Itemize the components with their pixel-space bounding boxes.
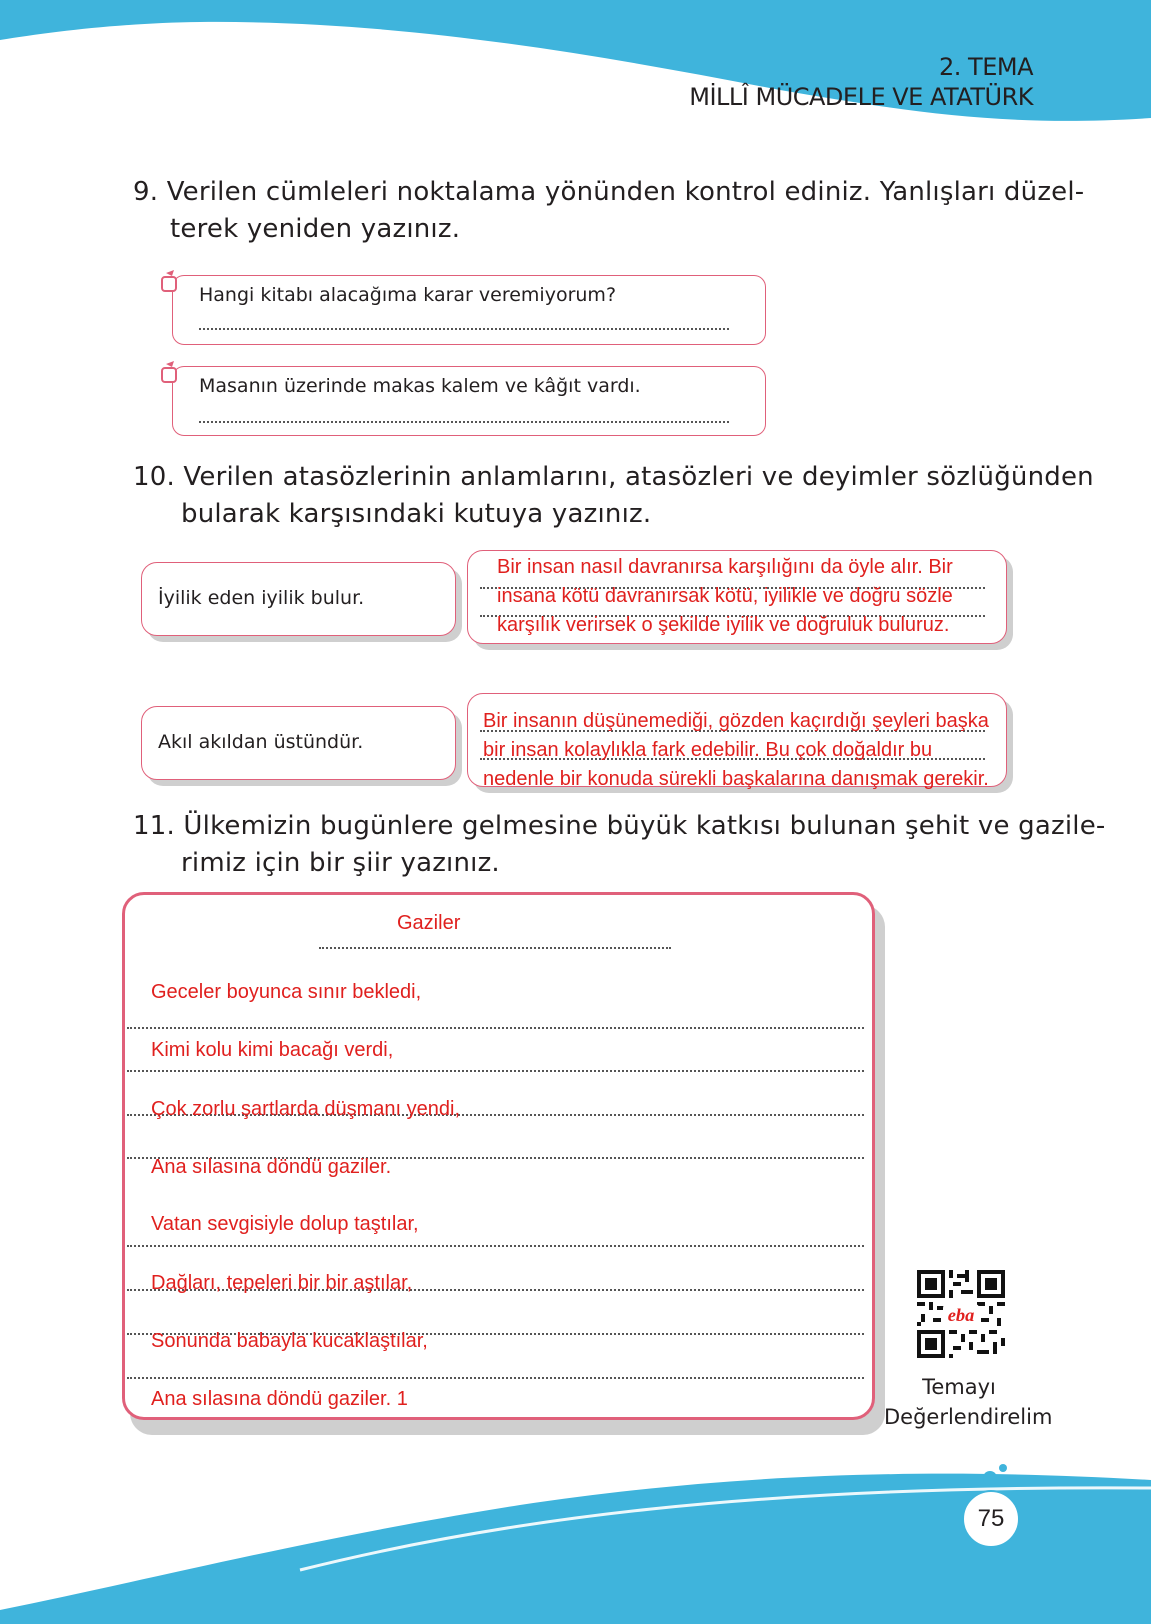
meaning-answer-1: [497, 553, 953, 640]
qr-label: [884, 1372, 1053, 1432]
proverb-box: [141, 562, 456, 636]
question-number: 10.: [133, 462, 175, 492]
answer-text: nedenle bir konuda sürekli başkalarına danışmak gerekir.: [483, 768, 989, 790]
question-text: rimiz için bir şiir yazınız.: [181, 848, 500, 878]
page-number: 75: [962, 1490, 1020, 1548]
poem-line: Çok zorlu şartlarda düşmanı yendi,: [151, 1098, 461, 1120]
poem-line: Kimi kolu kimi bacağı verdi,: [151, 1039, 394, 1061]
eba-logo: eba: [947, 1304, 975, 1325]
question-number: 9.: [133, 177, 159, 207]
question-text: Verilen cümleleri noktalama yönünden kontrol ediniz. Yanlışları düzel-: [166, 177, 1085, 207]
theme-title: MİLLÎ MÜCADELE VE ATATÜRK: [689, 83, 1033, 111]
question-text: Verilen atasözlerinin anlamlarını, atasözleri ve deyimler sözlüğünden: [183, 462, 1094, 492]
poem-line: Vatan sevgisiyle dolup taştılar,: [151, 1213, 419, 1235]
question-number: 11.: [133, 811, 175, 841]
poem-line-guide: [127, 1377, 864, 1379]
question-9: [133, 174, 1084, 248]
answer-line[interactable]: [199, 328, 729, 330]
question-text: Ülkemizin bugünlere gelmesine büyük katkısı bulunan şehit ve gazile-: [183, 811, 1106, 841]
answer-text: Bir insan nasıl davranırsa karşılığını da öyle alır. Bir: [497, 556, 953, 578]
theme-header: [689, 52, 1033, 112]
answer-text: karşılık verirsek o şekilde iyilik ve doğruluk buluruz.: [497, 614, 950, 636]
pin-icon: [160, 361, 186, 387]
answer-text: Bir insanın düşünemediği, gözden kaçırdığı şeyleri başka: [483, 710, 989, 732]
poem-line: Ana sılasına döndü gaziler.: [151, 1156, 392, 1178]
qr-label-line: Temayı: [922, 1375, 996, 1399]
poem-line: Geceler boyunca sınır bekledi,: [151, 981, 422, 1003]
poem-line-guide: [127, 1070, 864, 1072]
answer-line[interactable]: [199, 421, 729, 423]
question-text: bularak karşısındaki kutuya yazınız.: [181, 499, 652, 529]
sentence-box: [172, 366, 766, 436]
meaning-answer-2: [483, 707, 989, 794]
title-line: [319, 947, 671, 949]
answer-text: bir insan kolaylıkla fark edebilir. Bu çok doğaldır bu: [483, 739, 933, 761]
poem-line: Sonunda babayla kucaklaştılar,: [151, 1330, 428, 1352]
pin-icon: [160, 270, 186, 296]
theme-number: 2. TEMA: [939, 53, 1033, 81]
poem-title: Gaziler: [397, 912, 461, 934]
proverb-text: İyilik eden iyilik bulur.: [158, 587, 365, 609]
sentence-box: [172, 275, 766, 345]
qr-code-icon[interactable]: [917, 1270, 1005, 1358]
poem-line-guide: [127, 1245, 864, 1247]
question-text: terek yeniden yazınız.: [170, 214, 461, 244]
answer-text: insana kötü davranırsak kötü, iyilikle ve doğru sözle: [497, 585, 953, 607]
proverb-box: [141, 706, 456, 780]
poem-line: Ana sılasına döndü gaziler. 1: [151, 1388, 408, 1410]
poem-line-guide: [127, 1027, 864, 1029]
question-11: [133, 808, 1105, 882]
sentence-text: Masanın üzerinde makas kalem ve kâğıt vardı.: [199, 375, 641, 397]
sentence-text: Hangi kitabı alacağıma karar veremiyorum?: [199, 284, 617, 306]
proverb-text: Akıl akıldan üstündür.: [158, 731, 364, 753]
qr-label-line: Değerlendirelim: [884, 1405, 1053, 1429]
poem-line: Dağları, tepeleri bir bir aştılar,: [151, 1272, 413, 1294]
question-10: [133, 459, 1094, 533]
